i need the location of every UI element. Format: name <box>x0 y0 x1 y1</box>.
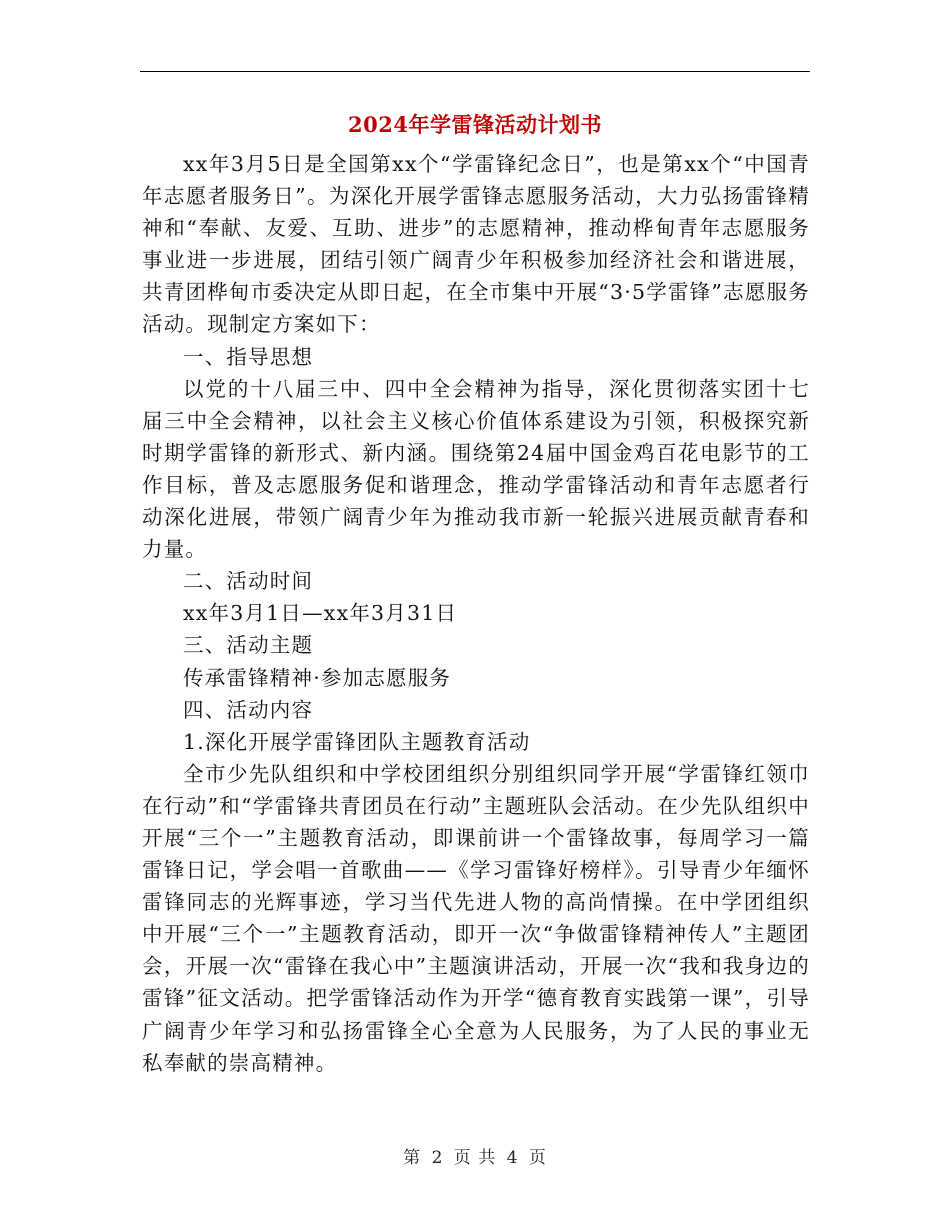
intro-paragraph: xx年3月5日是全国第xx个“学雷锋纪念日”，也是第xx个“中国青年志愿者服务日”。为深化开展学雷锋志愿服务活动，大力弘扬雷锋精神和“奉献、友爱、互助、进步”的志愿精神，推动桦甸青年志愿服务事业进一步进展，团结引领广阔青少年积极参加经济社会和谐进展，共青团桦甸市委决定从即日起，在全市集中开展“3·5学雷锋”志愿服务活动。现制定方案如下： <box>142 152 810 337</box>
document-title: 2024年学雷锋活动计划书 <box>348 112 602 137</box>
document-body <box>142 148 810 1079</box>
header-rule <box>140 71 810 72</box>
footer-prefix: 第 <box>403 1148 422 1168</box>
activity-time-paragraph: xx年3月1日—xx年3月31日 <box>183 601 458 626</box>
activity-theme-paragraph: 传承雷锋精神·参加志愿服务 <box>183 665 452 690</box>
footer-page-current: 2 <box>431 1148 444 1168</box>
subsection-heading-1: 1.深化开展学雷锋团队主题教育活动 <box>183 729 531 754</box>
footer-suffix: 页 <box>528 1148 547 1168</box>
section-heading-guiding-ideology: 一、指导思想 <box>183 344 314 369</box>
section-heading-activity-content: 四、活动内容 <box>183 697 314 722</box>
guiding-ideology-paragraph: 以党的十八届三中、四中全会精神为指导，深化贯彻落实团十七届三中全会精神，以社会主义核心价值体系建设为引领，积极探究新时期学雷锋的新形式、新内涵。围绕第24届中国金鸡百花电影节的工作目标，普及志愿服务促和谐理念，推动学雷锋活动和青年志愿者行动深化进展，带领广阔青少年为推动我市新一轮振兴进展贡献青春和力量。 <box>142 376 810 562</box>
section-heading-activity-time: 二、活动时间 <box>183 569 314 594</box>
footer-page-total: 4 <box>506 1148 519 1168</box>
footer-middle: 页 共 <box>453 1148 497 1168</box>
section-heading-activity-theme: 三、活动主题 <box>183 633 314 658</box>
subsection-1-paragraph: 全市少先队组织和中学校团组织分别组织同学开展“学雷锋红领巾在行动”和“学雷锋共青团员在行动”主题班队会活动。在少先队组织中开展“三个一”主题教育活动，即课前讲一个雷锋故事，每周学习一篇雷锋日记，学会唱一首歌曲——《学习雷锋好榜样》。引导青少年缅怀雷锋同志的光辉事迹，学习当代先进人物的高尚情操。在中学团组织中开展“三个一”主题教育活动，即开一次“争做雷锋精神传人”主题团会，开展一次“雷锋在我心中”主题演讲活动，开展一次“我和我身边的雷锋”征文活动。把学雷锋活动作为开学“德育教育实践第一课”，引导广阔青少年学习和弘扬雷锋全心全意为人民服务，为了人民的事业无私奉献的崇高精神。 <box>142 761 810 1075</box>
page-footer <box>0 1146 950 1170</box>
